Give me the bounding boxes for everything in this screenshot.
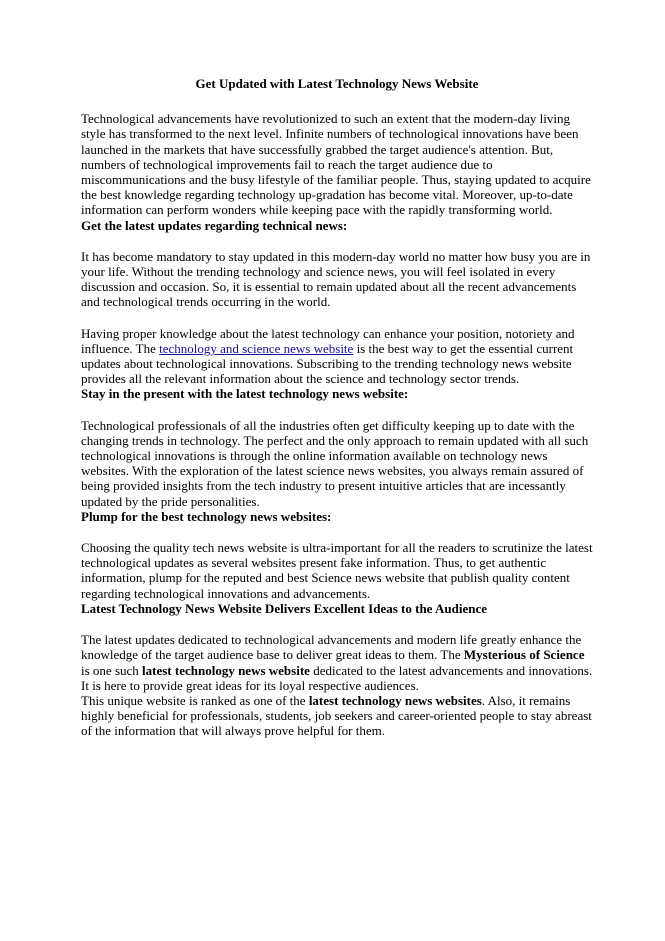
section1-paragraph-2	[81, 326, 593, 387]
section-heading-excellent-ideas: Latest Technology News Website Delivers Excellent Ideas to the Audience	[81, 600, 487, 616]
section3-paragraph: Choosing the quality tech news website is ultra-important for all the readers to scrutinize the latest technological updates as several websites present fake information. Thus, to get authentic information, plump for the reputed and best Science news website that publish quality content regarding technological innovations and advancements.	[81, 540, 593, 601]
section4-paragraph-2-text-b: . Also, it remains highly beneficial for professionals, students, job seekers and career-oriented people to stay abreast of the information that will always prove helpful for them.	[81, 692, 592, 739]
section4-paragraph-1-text-a: The latest updates dedicated to technological advancements and modern life greatly enhance the knowledge of the target audience base to deliver great ideas to them. The	[81, 632, 582, 663]
section4-paragraph-1-text-b: is one such	[81, 662, 143, 678]
latest-technology-news-website-phrase: latest technology news website	[142, 662, 310, 678]
section-heading-stay-in-present: Stay in the present with the latest technology news website:	[81, 386, 409, 402]
section4-paragraph-1	[81, 632, 593, 693]
page-title: Get Updated with Latest Technology News Website	[195, 76, 479, 91]
section4-paragraph-1-text-c: dedicated to the latest advancements and innovations. It is here to provide great ideas for its loyal respective audiences.	[81, 662, 593, 693]
section4-paragraph-2-text-a: This unique website is ranked as one of the	[81, 692, 309, 708]
section1-paragraph-1: It has become mandatory to stay updated in this modern-day world no matter how busy you are in your life. Without the trending technology and science news, you will feel isolated in every discussion and occasion. So, it is essential to remain updated about all the recent advancements and technological trends occurring in the world.	[81, 248, 591, 310]
intro-paragraph: Technological advancements have revolutionized to such an extent that the modern-day living style has transformed to the next level. Infinite numbers of technological innovations have been launched in the markets that have successfully grabbed the target audience's attention. But, numbers of technological improvements fail to reach the target audience due to miscommunications and the busy lifestyle of the familiar people. Thus, staying updated to acquire the best knowledge regarding technology up-gradation has become vital. Moreover, up-to-date information can perform wonders while keeping pace with the rapidly transforming world.	[81, 111, 591, 218]
section1-paragraph-2-text-end: is the best way to get the essential current updates about technological innovations. Subscribing to the trending technology news website provides all the relevant information about the science and technology sector trends.	[81, 340, 574, 387]
section2-paragraph: Technological professionals of all the industries often get difficulty keeping up to date with the changing trends in technology. The perfect and the only approach to remain updated with all such technological innovations is through the online information available on technology news websites. With the exploration of the latest science news websites, you always remain assured of being provided insights from the tech industry to present intuitive articles that are incessantly updated by the pride personalities.	[81, 417, 589, 509]
section1-paragraph-2-text-start: Having proper knowledge about the latest technology can enhance your position, notoriety and influence. The	[81, 325, 575, 356]
section-heading-latest-updates: Get the latest updates regarding technical news:	[81, 217, 348, 233]
section4-paragraph-2	[81, 693, 593, 739]
document-page	[81, 76, 593, 739]
latest-technology-news-websites-phrase: latest technology news websites	[308, 692, 482, 708]
technology-news-website-link[interactable]: technology and science news website	[159, 340, 354, 356]
section-heading-plump-for-best: Plump for the best technology news websites:	[81, 508, 332, 524]
mysterious-of-science-name: Mysterious of Science	[463, 647, 585, 663]
